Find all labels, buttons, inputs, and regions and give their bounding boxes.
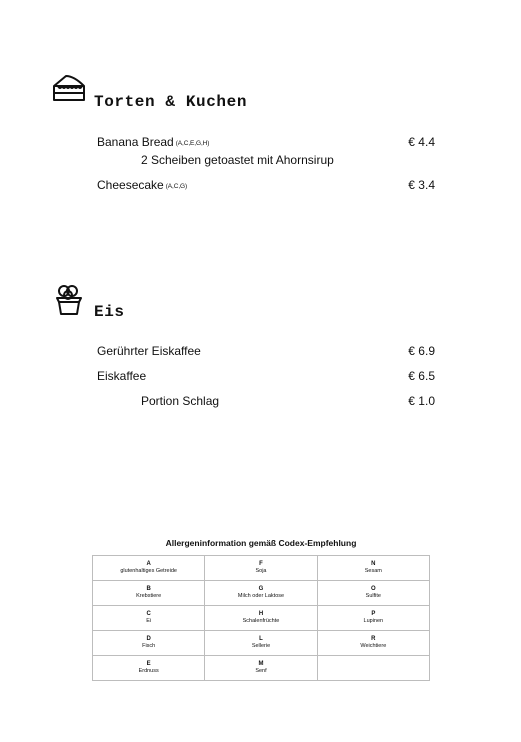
item-price: € 6.5	[408, 369, 435, 383]
ice-cream-cup-icon	[52, 282, 86, 316]
allergen-table	[92, 555, 430, 681]
table-row	[93, 606, 430, 631]
allergen-label: Sulfite	[365, 593, 381, 599]
allergen-cell	[93, 631, 205, 656]
allergen-label: Milch oder Laktose	[237, 593, 285, 599]
menu-item-cheesecake	[97, 178, 435, 194]
allergen-code: H	[258, 611, 264, 617]
item-price: € 6.9	[408, 344, 435, 358]
item-allergens: (A,C,E,G,H)	[175, 140, 210, 147]
item-name: Gerührter Eiskaffee	[97, 344, 201, 358]
allergen-label: Krebstiere	[136, 593, 162, 599]
allergen-code: A	[146, 561, 151, 567]
item-description: 2 Scheiben getoastet mit Ahornsirup	[141, 153, 334, 167]
item-name: Banana Bread	[97, 135, 174, 149]
allergen-cell	[205, 581, 317, 606]
allergen-label: glutenhaltiges Getreide	[120, 568, 177, 574]
allergen-label: Sesam	[364, 568, 382, 574]
allergen-cell	[317, 606, 429, 631]
allergen-code: N	[371, 561, 376, 567]
allergen-code: B	[146, 586, 151, 592]
item-name: Eiskaffee	[97, 369, 147, 383]
allergen-label: Sellerie	[251, 643, 271, 649]
menu-item-banana-bread	[97, 135, 435, 168]
section-header	[52, 282, 125, 321]
item-allergens: (A,C,G)	[165, 183, 188, 190]
allergen-table-title: Allergeninformation gemäß Codex-Empfehlung	[165, 538, 357, 548]
allergen-label: Schalenfrüchte	[242, 618, 280, 624]
allergen-cell	[205, 556, 317, 581]
item-name: Portion Schlag	[141, 394, 220, 408]
allergen-code: O	[370, 586, 376, 592]
cake-slice-icon	[52, 72, 86, 106]
allergen-label: Senf	[255, 668, 267, 674]
menu-item-eiskaffee	[97, 369, 435, 384]
allergen-code: L	[259, 636, 263, 642]
allergen-cell	[205, 656, 317, 681]
allergen-label: Fisch	[142, 643, 156, 649]
table-row	[93, 581, 430, 606]
item-price: € 3.4	[408, 178, 435, 192]
allergen-code: C	[146, 611, 151, 617]
item-name: Cheesecake	[97, 178, 164, 192]
allergen-cell	[93, 556, 205, 581]
section-title: Eis	[94, 303, 125, 321]
item-price: € 1.0	[408, 394, 435, 408]
menu-item-portion-schlag	[97, 394, 435, 409]
allergen-cell	[93, 656, 205, 681]
allergen-cell	[205, 606, 317, 631]
allergen-cell	[93, 606, 205, 631]
allergen-label: Weichtiere	[360, 643, 387, 649]
allergen-code: M	[258, 661, 264, 667]
section-header	[52, 72, 248, 111]
table-row	[93, 631, 430, 656]
allergen-cell	[205, 631, 317, 656]
allergen-label: Lupinen	[363, 618, 384, 624]
allergen-code: R	[371, 636, 376, 642]
allergen-cell	[317, 581, 429, 606]
allergen-label: Soja	[255, 568, 267, 574]
allergen-code: G	[258, 586, 264, 592]
allergen-code: D	[146, 636, 151, 642]
allergen-label: Erdnuss	[138, 668, 159, 674]
table-row	[93, 556, 430, 581]
allergen-code: P	[371, 611, 376, 617]
allergen-code: E	[146, 661, 151, 667]
allergen-code: F	[259, 561, 263, 567]
menu-item-geruehrter-eiskaffee	[97, 344, 435, 359]
section-title: Torten & Kuchen	[94, 93, 248, 111]
allergen-cell	[317, 631, 429, 656]
table-row	[93, 656, 430, 681]
allergen-cell	[93, 581, 205, 606]
allergen-cell	[317, 556, 429, 581]
allergen-cell-empty	[317, 656, 429, 681]
item-price: € 4.4	[408, 135, 435, 149]
allergen-label: Ei	[146, 618, 152, 624]
